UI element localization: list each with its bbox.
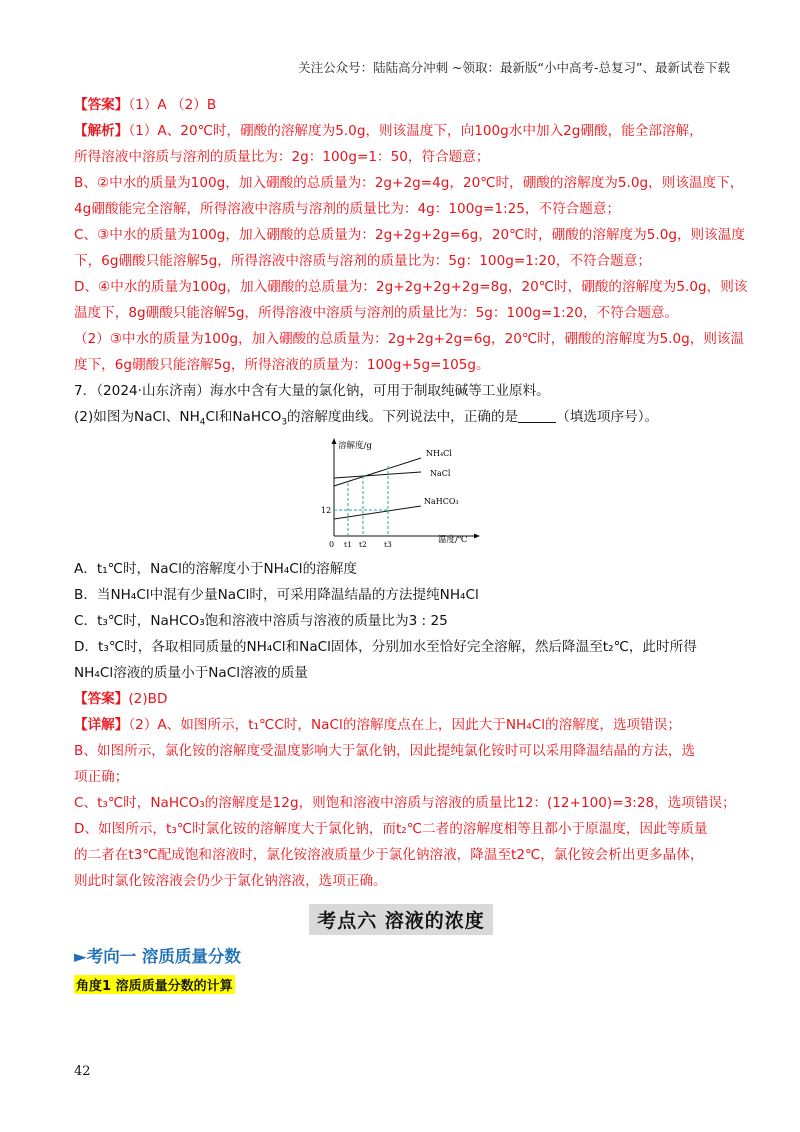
x-tick-t1: t1 <box>344 539 352 549</box>
analysis-label: 【解析】 <box>74 123 129 139</box>
page-number: 42 <box>74 1064 91 1079</box>
detail-line-2: 项正确； <box>74 768 129 785</box>
detail-line-6: 则此时氯化铵溶液会仍少于氯化钠溶液，选项正确。 <box>74 872 387 889</box>
y-axis-label: 溶解度/g <box>338 440 372 451</box>
answer-2 <box>74 686 728 712</box>
legend-nh4cl: NH₄Cl <box>426 448 452 458</box>
question-7-sub: (2)如图为NaCl、$NH_4Cl$和NaHCO$_3$的溶解度曲线。下列说法中，正确的是 （填选项序号）。 <box>74 409 659 428</box>
analysis-line-5: 下，6g硼酸只能溶解5g，所得溶液中溶质与溶剂的质量比为：5g：100g=1:20，不符合题意； <box>74 253 651 269</box>
analysis-line-8: （2）③中水的质量为100g，加入硼酸的总质量为：2g+2g+2g=6g，20℃时，硼酸的溶解度为5.0g，则该温 <box>74 331 745 347</box>
content <box>74 92 748 994</box>
solubility-chart-svg <box>321 436 496 551</box>
origin-label: 0 <box>329 539 335 549</box>
x-axis-arrow <box>474 533 480 538</box>
analysis-line-4: C、③中水的质量为100g，加入硼酸的总质量为：2g+2g+2g=6g，20℃时，硼酸的溶解度为5.0g，则该温度 <box>74 227 745 243</box>
detail-line-4: D、如图所示，t₃℃时氯化铵的溶解度大于氯化钠，而t₂℃二者的溶解度相等且都小于原温度，因此等质量 <box>74 820 708 837</box>
nacl-curve <box>334 472 421 478</box>
option-b: B．当NH₄Cl中混有少量NaCl时，可采用降温结晶的方法提纯NH₄Cl <box>74 586 479 603</box>
analysis-line-1: 所得溶液中溶质与溶剂的质量比为：2g：100g=1：50，符合题意； <box>74 149 490 165</box>
page-header: 关注公众号：陆陆高分冲刺 ~领取：最新版“小中高考-总复习”、最新试卷下载 <box>298 60 730 75</box>
option-a: A．t₁℃时，NaCl的溶解度小于NH₄Cl的溶解度 <box>74 560 357 577</box>
answer-text: （1）A （2）B <box>128 97 217 113</box>
analysis-line-3: 4g硼酸能完全溶解，所得溶液中溶质与溶剂的质量比为：4g：100g=1:25，不符合题意； <box>74 201 621 217</box>
legend-nahco3: NaHCO₃ <box>424 496 459 506</box>
section-title: 考点六 溶液的浓度 <box>74 904 728 935</box>
detail-line-3: C、t₃℃时，NaHCO₃的溶解度是12g，则饱和溶液中溶质与溶液的质量比12：(12+100)=3:28，选项错误； <box>74 794 736 811</box>
answer-1 <box>74 92 728 118</box>
analysis-line-6: D、④中水的质量为100g，加入硼酸的总质量为：2g+2g+2g+2g=8g，20℃时，硼酸的溶解度为5.0g，则该 <box>74 279 748 295</box>
detail-line-0: 【详解】（2）A、如图所示，t₁℃C时，NaCl的溶解度点在上，因此大于NH₄Cl的溶解度，选项错误； <box>74 716 681 733</box>
y-axis-arrow <box>332 438 337 444</box>
x-axis-label: 温度/℃ <box>438 534 468 545</box>
option-d-line-2: NH₄Cl溶液的质量小于NaCl溶液的质量 <box>74 664 309 681</box>
legend-nacl: NaCl <box>430 468 451 478</box>
nh4cl-curve <box>334 458 421 486</box>
analysis-line-2: B、②中水的质量为100g，加入硼酸的总质量为：2g+2g=4g，20℃时，硼酸的溶解度为5.0g，则该温度下， <box>74 175 744 191</box>
answer-label-2: 【答案】 <box>74 690 129 707</box>
solubility-chart <box>74 436 728 556</box>
analysis-line-7: 温度下，8g硼酸只能溶解5g，所得溶液中溶质与溶剂的质量比为：5g：100g=1:20，不符合题意。 <box>74 305 679 321</box>
nahco3-curve <box>334 506 421 519</box>
question-7-stem: 7．（2024·山东济南）海水中含有大量的氯化钠，可用于制取纯碱等工业原料。 <box>74 383 550 399</box>
option-c: C．t₃℃时，NaHCO₃饱和溶液中溶质与溶液的质量比为3 : 25 <box>74 612 448 629</box>
analysis-line-0: 【解析】（1）A、20℃时，硼酸的溶解度为5.0g，则该温度下，向100g水中加入2g硼酸，能全部溶解， <box>74 123 703 139</box>
direction-heading: ►考向一 溶质质量分数 <box>74 946 241 966</box>
x-tick-t3: t3 <box>384 539 392 549</box>
y-tick-12: 12 <box>321 505 332 515</box>
detail-line-1: B、如图所示，氯化铵的溶解度受温度影响大于氯化钠，因此提纯氯化铵时可以采用降温结晶的方法，选 <box>74 742 696 759</box>
answer-blank <box>518 408 556 423</box>
detail-label: 【详解】 <box>74 716 129 733</box>
detail-line-5: 的二者在t3℃配成饱和溶液时，氯化铵溶液质量少于氯化钠溶液，降温至t2℃，氯化铵会析出更多晶体， <box>74 846 704 863</box>
x-tick-t2: t2 <box>359 539 367 549</box>
angle-heading: 角度1 溶质质量分数的计算 <box>74 975 235 994</box>
answer-text-2: (2)BD <box>128 690 168 707</box>
analysis-line-9: 度下，6g硼酸只能溶解5g，所得溶液的质量为：100g+5g=105g。 <box>74 357 490 373</box>
option-d-line-1: D．t₃℃时，各取相同质量的NH₄Cl和NaCl固体，分别加水至恰好完全溶解，然后降温至t₂℃，此时所得 <box>74 638 697 655</box>
answer-label: 【答案】 <box>74 97 129 113</box>
